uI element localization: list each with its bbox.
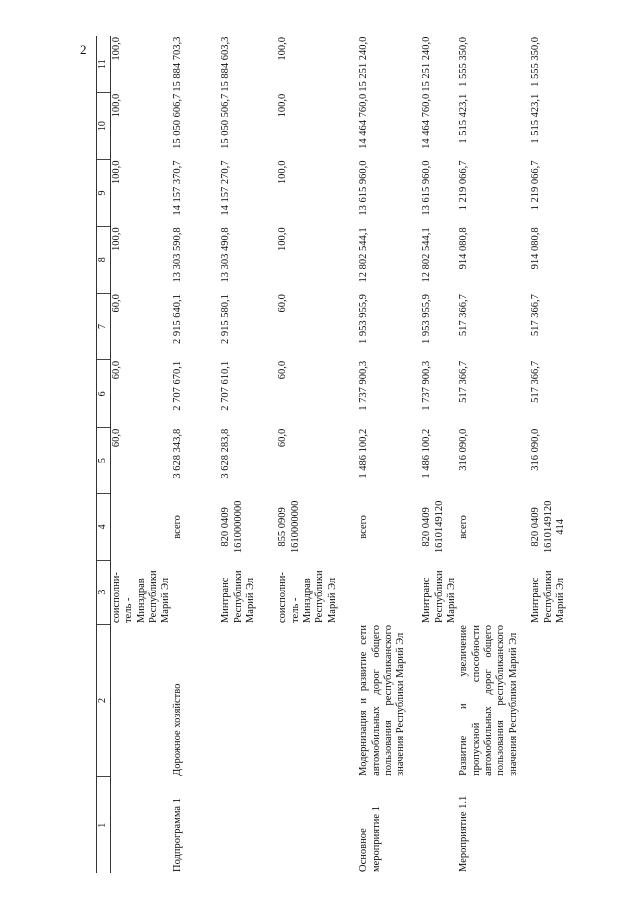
program-level-cell (530, 777, 620, 873)
table-row (358, 36, 421, 873)
amount-cell: 100,0 (277, 37, 289, 61)
column-number-row (97, 36, 111, 873)
executor-cell: Минтранс Республики Марий Эл (220, 570, 257, 624)
amount-cell: 1 953 955,9 (421, 294, 433, 344)
amount-cell: 60,0 (111, 428, 122, 448)
amount-cell: 316 090,0 (458, 428, 470, 471)
amount-cell: 14 157 370,7 (172, 160, 184, 216)
executor-cell: соисполни-тель - Минздрав Республики Марий Эл (111, 570, 172, 624)
amount-cell: 13 615 960,0 (421, 160, 433, 216)
program-level-cell: Подпрограмма 1 (172, 798, 184, 872)
program-level-cell (421, 777, 458, 873)
executor-cell: Минтранс Республики Марий Эл (530, 570, 566, 624)
budget-code-cell: 820 0409 1610000000 (220, 500, 244, 554)
program-name-cell (277, 624, 358, 777)
rotated-page-content (96, 36, 587, 873)
amount-cell: 13 303 490,8 (220, 227, 232, 283)
amount-cell: 1 555 350,0 (458, 37, 470, 87)
executor-cell: соисполни-тель - Минздрав Республики Марий Эл (277, 570, 338, 624)
amount-cell: 2 915 640,1 (172, 294, 184, 344)
amount-cell: 100,0 (111, 37, 122, 61)
amount-cell: 60,0 (111, 360, 122, 380)
amount-cell: 1 219 066,7 (458, 160, 470, 211)
amount-cell: 1 219 066,7 (530, 160, 542, 211)
program-name-cell (220, 624, 277, 777)
table-row (111, 36, 173, 873)
program-level-cell (111, 777, 173, 873)
amount-cell: 100,0 (111, 227, 122, 251)
amount-cell: 517 366,7 (530, 294, 542, 337)
program-name-cell (111, 624, 173, 777)
budget-code-cell: всего (172, 515, 184, 539)
amount-cell: 15 050 506,7 (220, 93, 232, 149)
executor-cell: Минтранс Республики Марий Эл (421, 570, 458, 624)
program-name-cell: Развитие и увеличение пропускной способности автомобильных дорог общего пользования республиканского значения Республики Марий Эл (458, 625, 519, 776)
table-row (220, 36, 277, 873)
amount-cell: 100,0 (111, 160, 122, 185)
amount-cell: 2 707 610,1 (220, 360, 232, 411)
table-body (111, 36, 621, 873)
column-number: 10 (97, 93, 111, 160)
budget-code-cell: 820 0409 1610149120 414 (530, 500, 566, 554)
program-level-cell (277, 777, 358, 873)
amount-cell: 12 802 544,1 (358, 227, 370, 283)
budget-code-cell: 820 0409 1610149120 (421, 500, 445, 554)
column-number: 2 (97, 624, 111, 777)
budget-code-cell (111, 494, 173, 561)
program-name-cell (530, 624, 620, 777)
executor-cell (172, 560, 220, 624)
amount-cell: 14 464 760,0 (421, 93, 433, 149)
amount-cell: 914 080,8 (458, 227, 470, 270)
table-row (421, 36, 458, 873)
column-number: 7 (97, 293, 111, 360)
amount-cell: 2 707 670,1 (172, 360, 184, 411)
amount-cell: 14 464 760,0 (358, 93, 370, 149)
program-level-cell: Основное мероприятие 1 (358, 806, 382, 872)
amount-cell: 3 628 283,8 (220, 428, 232, 479)
column-number: 11 (97, 36, 111, 93)
column-number: 6 (97, 360, 111, 428)
amount-cell: 1 515 423,1 (530, 93, 542, 144)
amount-cell: 60,0 (277, 294, 289, 313)
table-row (172, 36, 220, 873)
program-name-cell (421, 624, 458, 777)
amount-cell: 517 366,7 (530, 360, 542, 403)
amount-cell: 100,0 (277, 227, 289, 251)
amount-cell: 14 157 270,7 (220, 160, 232, 216)
amount-cell: 13 615 960,0 (358, 160, 370, 216)
amount-cell: 60,0 (111, 294, 122, 313)
amount-cell: 60,0 (277, 360, 289, 380)
table-row (530, 36, 620, 873)
program-level-cell (220, 777, 277, 873)
budget-code-cell: 855 0909 1610000000 (277, 500, 301, 554)
amount-cell: 15 884 603,3 (220, 36, 232, 92)
amount-cell: 12 802 544,1 (421, 227, 433, 283)
amount-cell: 3 628 343,8 (172, 428, 184, 479)
amount-cell: 13 303 590,8 (172, 227, 184, 283)
amount-cell: 1 486 100,2 (358, 428, 370, 479)
executor-cell (358, 560, 421, 624)
amount-cell: 60,0 (277, 428, 289, 448)
program-level-cell: Мероприятие 1.1 (458, 795, 470, 872)
amount-cell: 15 050 606,7 (172, 93, 184, 149)
executor-cell (458, 560, 530, 624)
table-row (277, 36, 358, 873)
amount-cell: 2 915 580,1 (220, 294, 232, 344)
column-number: 9 (97, 160, 111, 227)
amount-cell: 15 251 240,0 (421, 36, 433, 92)
amount-cell: 100,0 (277, 160, 289, 185)
amount-cell: 316 090,0 (530, 428, 542, 471)
budget-code-cell: всего (458, 515, 470, 539)
amount-cell: 517 366,7 (458, 294, 470, 337)
column-number: 1 (97, 777, 111, 873)
column-number: 5 (97, 428, 111, 494)
program-name-cell: Модернизация и развитие сети автомобильных дорог общего пользования республиканского значения Республики Марий Эл (358, 625, 407, 776)
amount-cell: 1 737 900,3 (358, 360, 370, 411)
budget-table (96, 36, 620, 873)
amount-cell: 1 486 100,2 (421, 428, 433, 479)
amount-cell: 1 953 955,9 (358, 294, 370, 344)
table-row (458, 36, 530, 873)
amount-cell: 15 884 703,3 (172, 36, 184, 92)
amount-cell: 100,0 (277, 93, 289, 118)
column-number: 3 (97, 560, 111, 624)
amount-cell: 1 515 423,1 (458, 93, 470, 144)
amount-cell: 100,0 (111, 93, 122, 118)
amount-cell: 1 737 900,3 (421, 360, 433, 411)
amount-cell: 517 366,7 (458, 360, 470, 403)
budget-code-cell: всего (358, 515, 370, 539)
amount-cell: 15 251 240,0 (358, 36, 370, 92)
column-number: 8 (97, 226, 111, 293)
amount-cell: 914 080,8 (530, 227, 542, 270)
amount-cell: 1 555 350,0 (530, 37, 542, 87)
page-number: 2 (80, 42, 87, 57)
column-number: 4 (97, 494, 111, 561)
program-name-cell: Дорожное хозяйство (172, 683, 184, 776)
